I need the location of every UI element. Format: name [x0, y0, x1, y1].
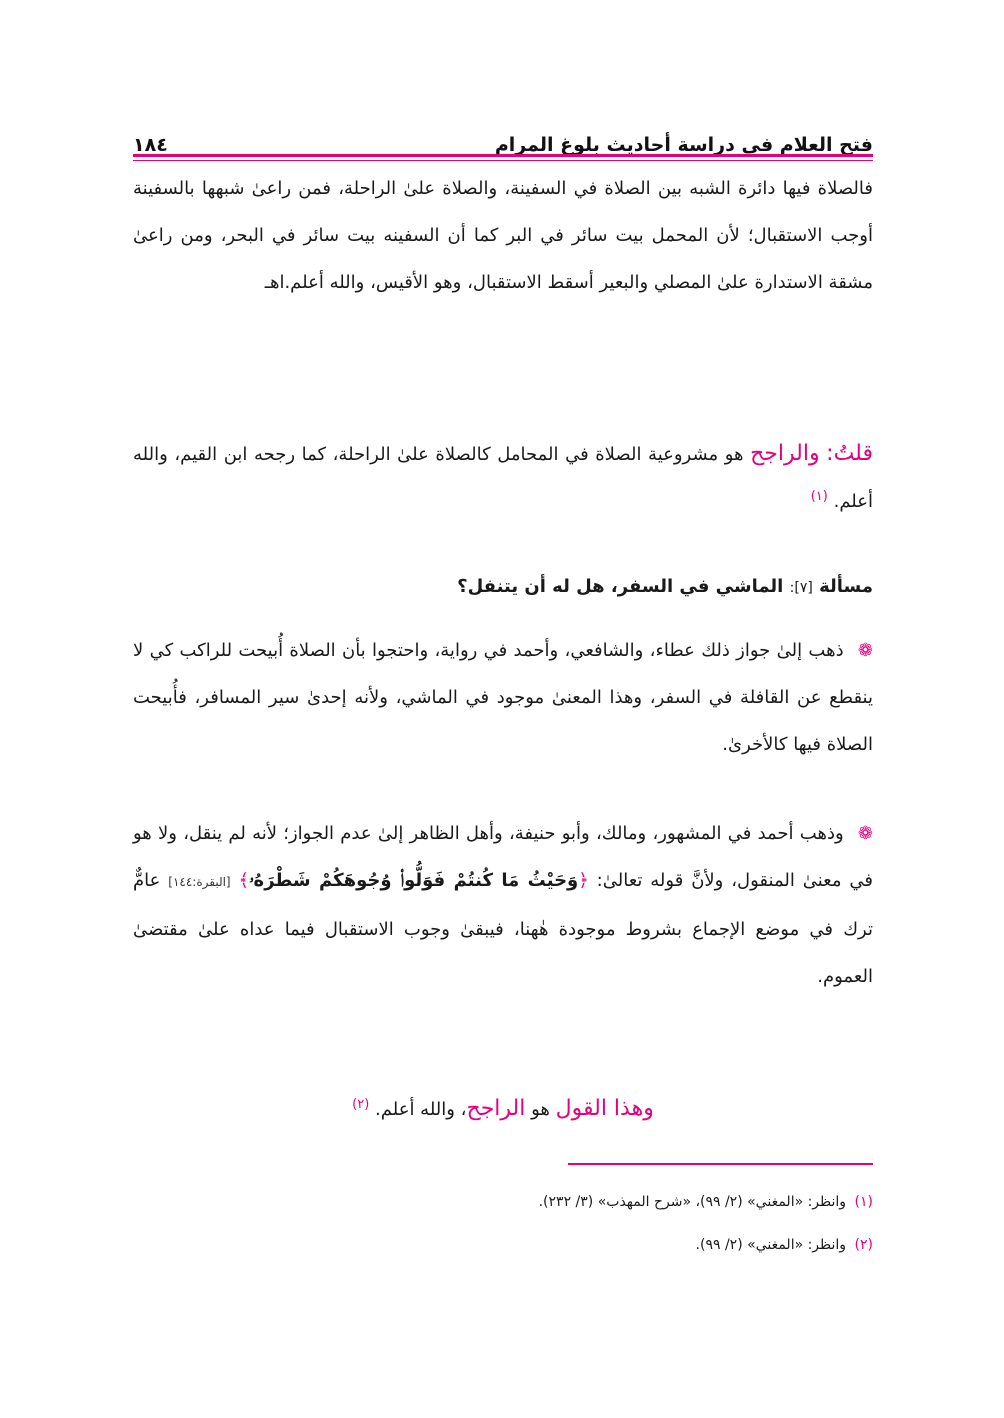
opinion-1-text: ذهب إلىٰ جواز ذلك عطاء، والشافعي، وأحمد في رواية، واحتجوا بأن الصلاة أُبيحت للراكب كي لا ينقطع عن القافلة في السفر، وهذا المعنىٰ موجود في الماشي، ولأنه إحدىٰ سير المسافر، فأُبيحت الصلاة فيها كالأخرىٰ.: [133, 640, 873, 755]
quran-close-bracket: ﴾: [238, 870, 250, 891]
quran-open-bracket: ﴿: [578, 870, 589, 891]
flower-bullet-icon: ❁: [857, 640, 873, 661]
quran-verse: وَحَيْثُ مَا كُنتُمْ فَوَلُّوا۟ وُجُوهَكُمْ شَطْرَهُۥ: [249, 870, 579, 891]
book-page: [133, 110, 873, 1330]
opinion-2-text-after: عامٌّ ترك في موضع الإجماع بشروط موجودة هٰهنا، فيبقىٰ وجوب الاستقبال فيما عداه علىٰ مقتضىٰ العموم.: [133, 870, 873, 987]
footnote-separator: [568, 1163, 873, 1165]
footnote-2-text: وانظر: «المغني» (٢/ ٩٩).: [695, 1237, 847, 1253]
conclusion: [133, 1085, 873, 1133]
issue-question: الماشي في السفر، هل له أن يتنفل؟: [457, 576, 784, 597]
book-title: فتح العلام في دراسة أحاديث بلوغ المرام: [494, 134, 873, 156]
issue-heading: [133, 572, 873, 603]
opinion-2-text-before: وذهب أحمد في المشهور، ومالك، وأبو حنيفة، وأهل الظاهر إلىٰ عدم الجواز؛ لأنه لم ينقل، ولا هو في معنىٰ المنقول، ولأنَّ قوله تعالىٰ:: [133, 823, 873, 891]
footnote-1: [133, 1190, 873, 1214]
header-rule-thin: [133, 160, 873, 161]
paragraph-2: [133, 430, 873, 525]
conclusion-part-4: ، والله أعلم.: [375, 1099, 467, 1120]
issue-number: [٧]:: [789, 580, 813, 596]
opinion-2: [133, 810, 873, 1000]
flower-bullet-icon: ❁: [857, 823, 873, 844]
issue-label: مسألة: [819, 576, 873, 597]
conclusion-part-2: هو: [531, 1099, 550, 1120]
footnote-1-number: (١): [854, 1194, 873, 1210]
page-number: ١٨٤: [133, 134, 168, 156]
conclusion-rajih: الراجح: [466, 1096, 526, 1121]
footnote-ref-1[interactable]: (١): [810, 489, 828, 504]
paragraph-1-text: فالصلاة فيها دائرة الشبه بين الصلاة في السفينة، والصلاة علىٰ الراحلة، فمن راعىٰ شبهها بالسفينة أوجب الاستقبال؛ لأن المحمل بيت سائر في البر كما أن السفينه بيت سائر في البحر، ومن راعىٰ مشقة الاستدارة علىٰ المصلي والبعير أسقط الاستقبال، وهو الأقيس، والله أعلم.اهـ: [133, 178, 873, 293]
running-header: [133, 122, 873, 156]
paragraph-1: [133, 165, 873, 306]
footnote-ref-2[interactable]: (٢): [352, 1097, 370, 1112]
rajih-highlight: والراجح: [750, 441, 820, 466]
quran-reference: [البقرة:١٤٤]: [168, 875, 231, 889]
footnote-2-number: (٢): [854, 1237, 873, 1253]
paragraph-2-text: هو مشروعية الصلاة في المحامل كالصلاة علىٰ الراحلة، كما رجحه ابن القيم، والله أعلم.: [133, 444, 873, 512]
header-rule: [133, 154, 873, 157]
qultu-label: قلتُ:: [826, 441, 873, 466]
opinion-1: [133, 627, 873, 768]
conclusion-part-1: وهذا القول: [555, 1096, 654, 1121]
footnote-1-text: وانظر: «المغني» (٢/ ٩٩)، «شرح المهذب» (٣/ ٢٣٢).: [538, 1194, 847, 1210]
footnote-2: [133, 1233, 873, 1257]
